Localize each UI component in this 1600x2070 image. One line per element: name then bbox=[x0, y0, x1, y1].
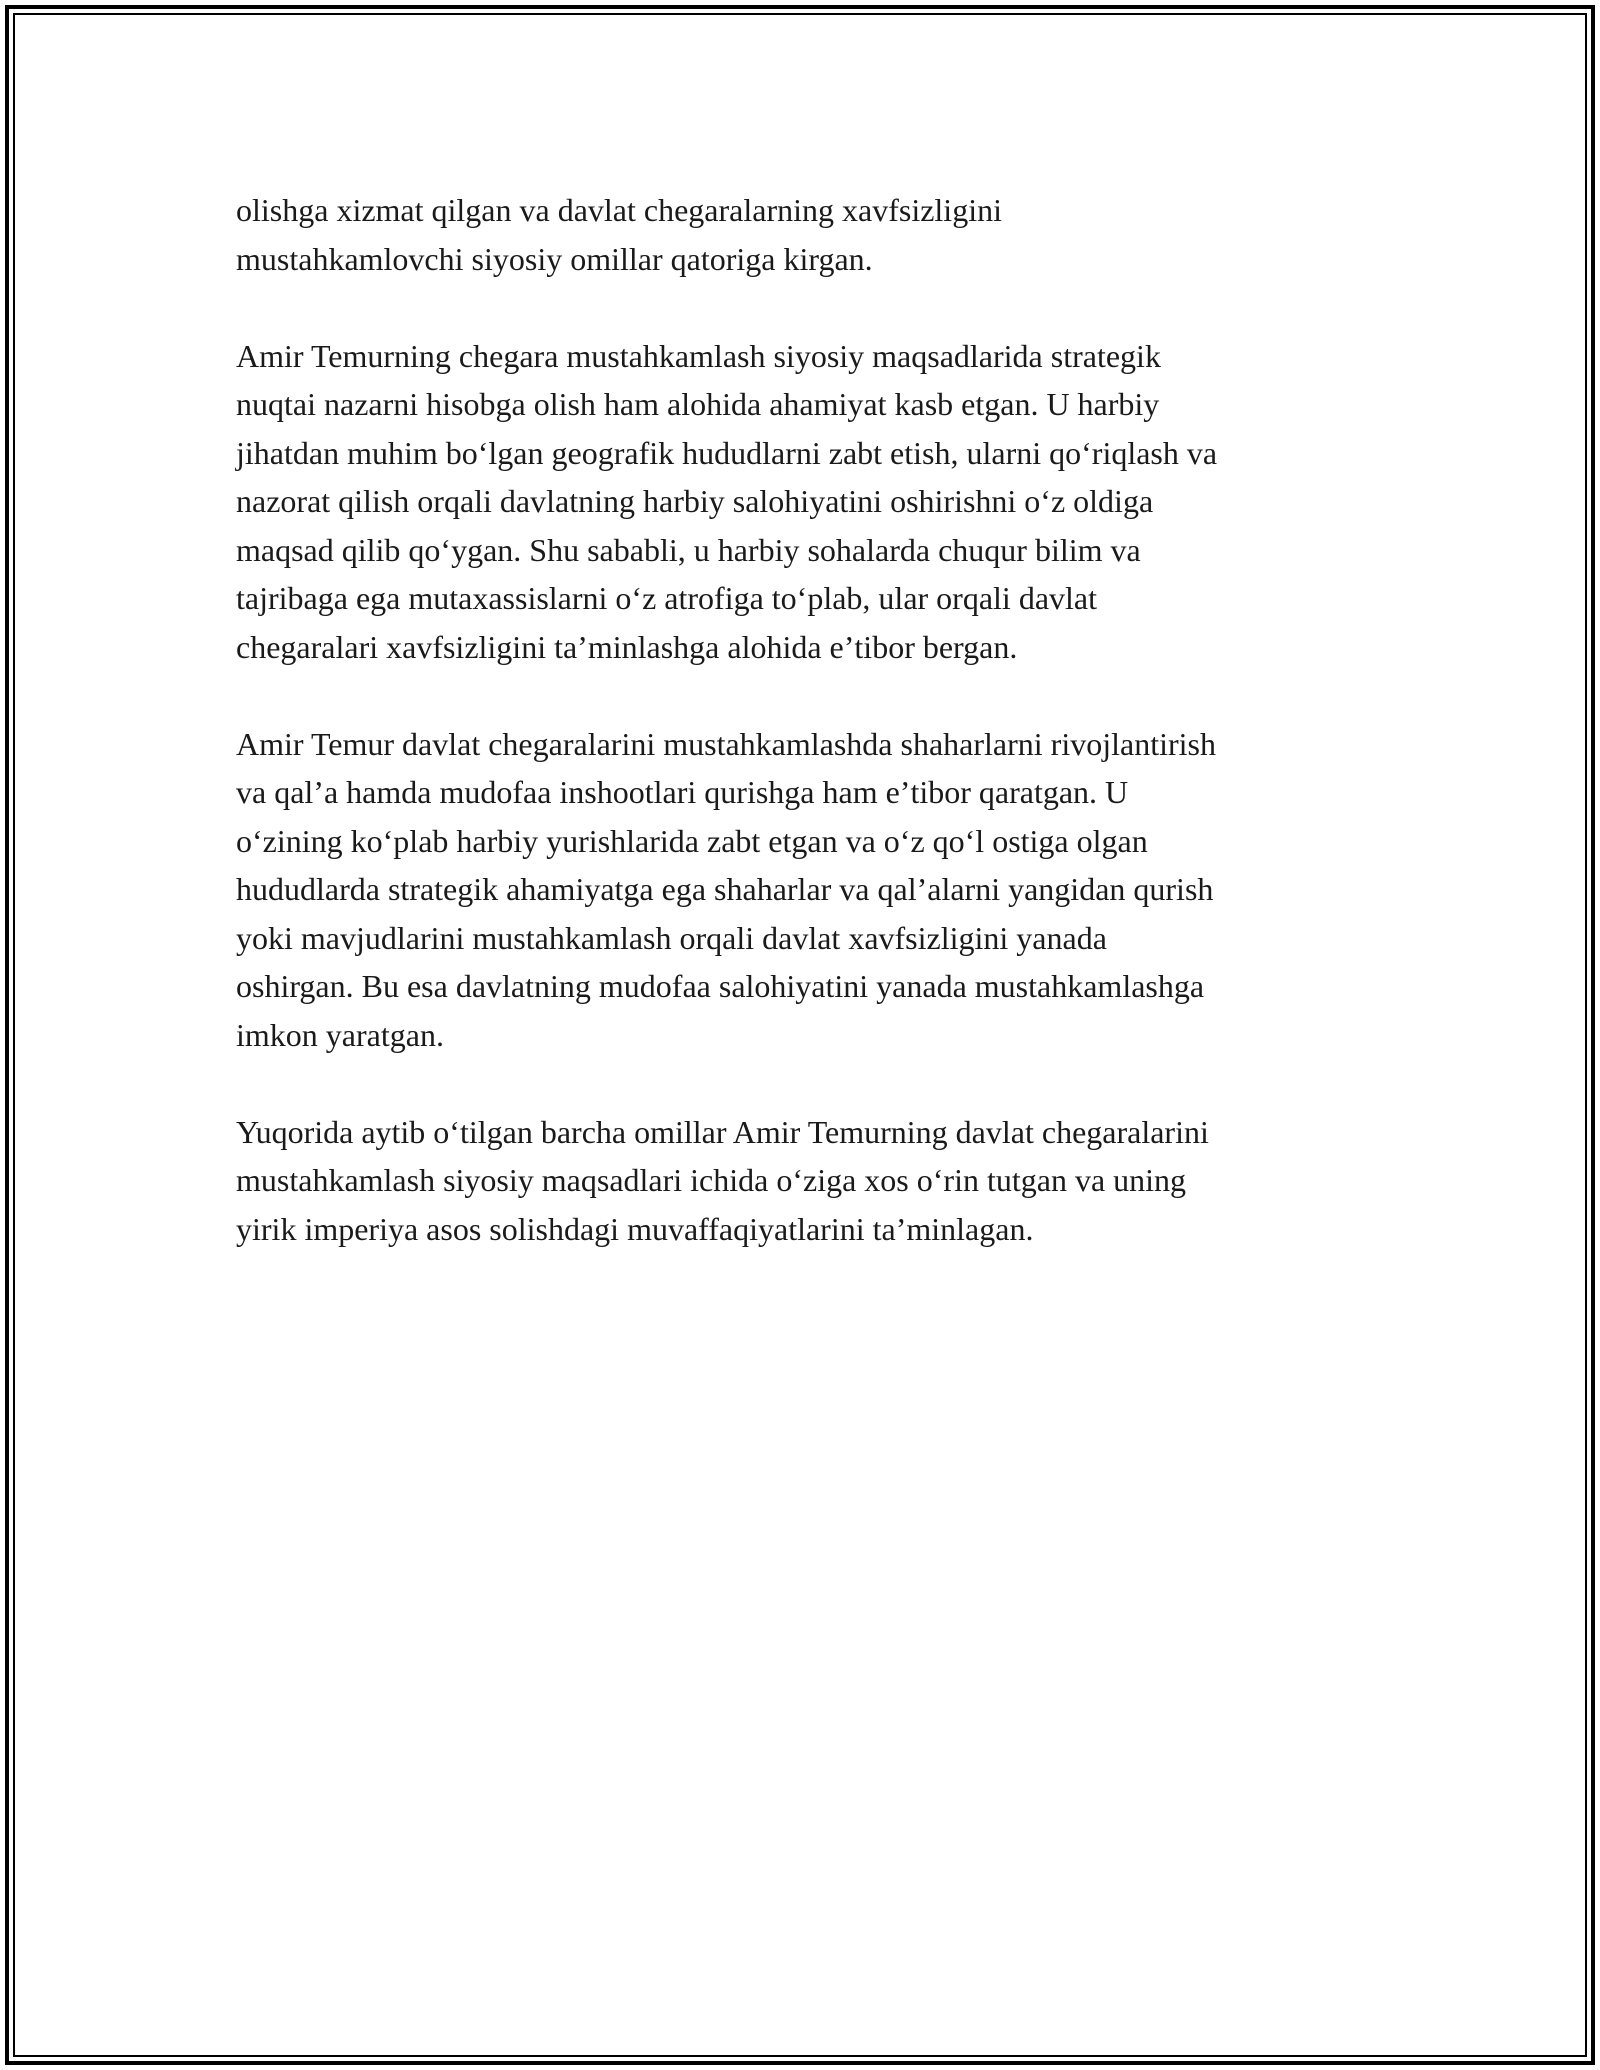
text-line: Amir Temurning chegara mustahkamlash siyosiy maqsadlarida strategik bbox=[236, 337, 1161, 374]
text-line: Yuqorida aytib oʻtilgan barcha omillar Amir Temurning davlat chegaralarini bbox=[236, 1113, 1209, 1150]
paragraph-2 bbox=[236, 332, 1386, 672]
text-line: mustahkamlovchi siyosiy omillar qatoriga kirgan. bbox=[236, 240, 873, 277]
text-line: nuqtai nazarni hisobga olish ham alohida ahamiyat kasb etgan. U harbiy bbox=[236, 386, 1160, 422]
document-body bbox=[236, 186, 1386, 1302]
text-line: yirik imperiya asos solishdagi muvaffaqiyatlarini taʼminlagan. bbox=[236, 1210, 1034, 1247]
text-line: nazorat qilish orqali davlatning harbiy salohiyatini oshirishni oʻz oldiga bbox=[236, 483, 1154, 519]
text-line: yoki mavjudlarini mustahkamlash orqali davlat xavfsizligini yanada bbox=[236, 919, 1107, 956]
paragraph-4 bbox=[236, 1108, 1386, 1254]
text-line: oshirgan. Bu esa davlatning mudofaa salohiyatini yanada mustahkamlashga bbox=[236, 968, 1205, 1004]
text-line: hududlarda strategik ahamiyatga ega shaharlar va qalʼalarni yangidan qurish bbox=[236, 871, 1214, 907]
text-line: jihatdan muhim boʻlgan geografik hududlarni zabt etish, ularni qoʻriqlash va bbox=[236, 434, 1218, 471]
text-line: tajribaga ega mutaxassislarni oʻz atrofiga toʻplab, ular orqali davlat bbox=[236, 580, 1097, 616]
text-line: Amir Temur davlat chegaralarini mustahkamlashda shaharlarni rivojlantirish bbox=[236, 725, 1216, 762]
text-line: maqsad qilib qoʻygan. Shu sababli, u harbiy sohalarda chuqur bilim va bbox=[236, 531, 1141, 568]
text-line: oʻzining koʻplab harbiy yurishlarida zabt etgan va oʻz qoʻl ostiga olgan bbox=[236, 822, 1148, 859]
text-line: va qalʼa hamda mudofaa inshootlari qurishga ham eʼtibor qaratgan. U bbox=[236, 774, 1129, 810]
paragraph-1 bbox=[236, 186, 1386, 283]
text-line: chegaralari xavfsizligini taʼminlashga alohida eʼtibor bergan. bbox=[236, 628, 1018, 665]
paragraph-3 bbox=[236, 720, 1386, 1060]
text-line: mustahkamlash siyosiy maqsadlari ichida oʻziga xos oʻrin tutgan va uning bbox=[236, 1162, 1187, 1198]
text-line: imkon yaratgan. bbox=[236, 1016, 444, 1053]
text-line: olishga xizmat qilgan va davlat chegaralarning xavfsizligini bbox=[236, 192, 1002, 228]
